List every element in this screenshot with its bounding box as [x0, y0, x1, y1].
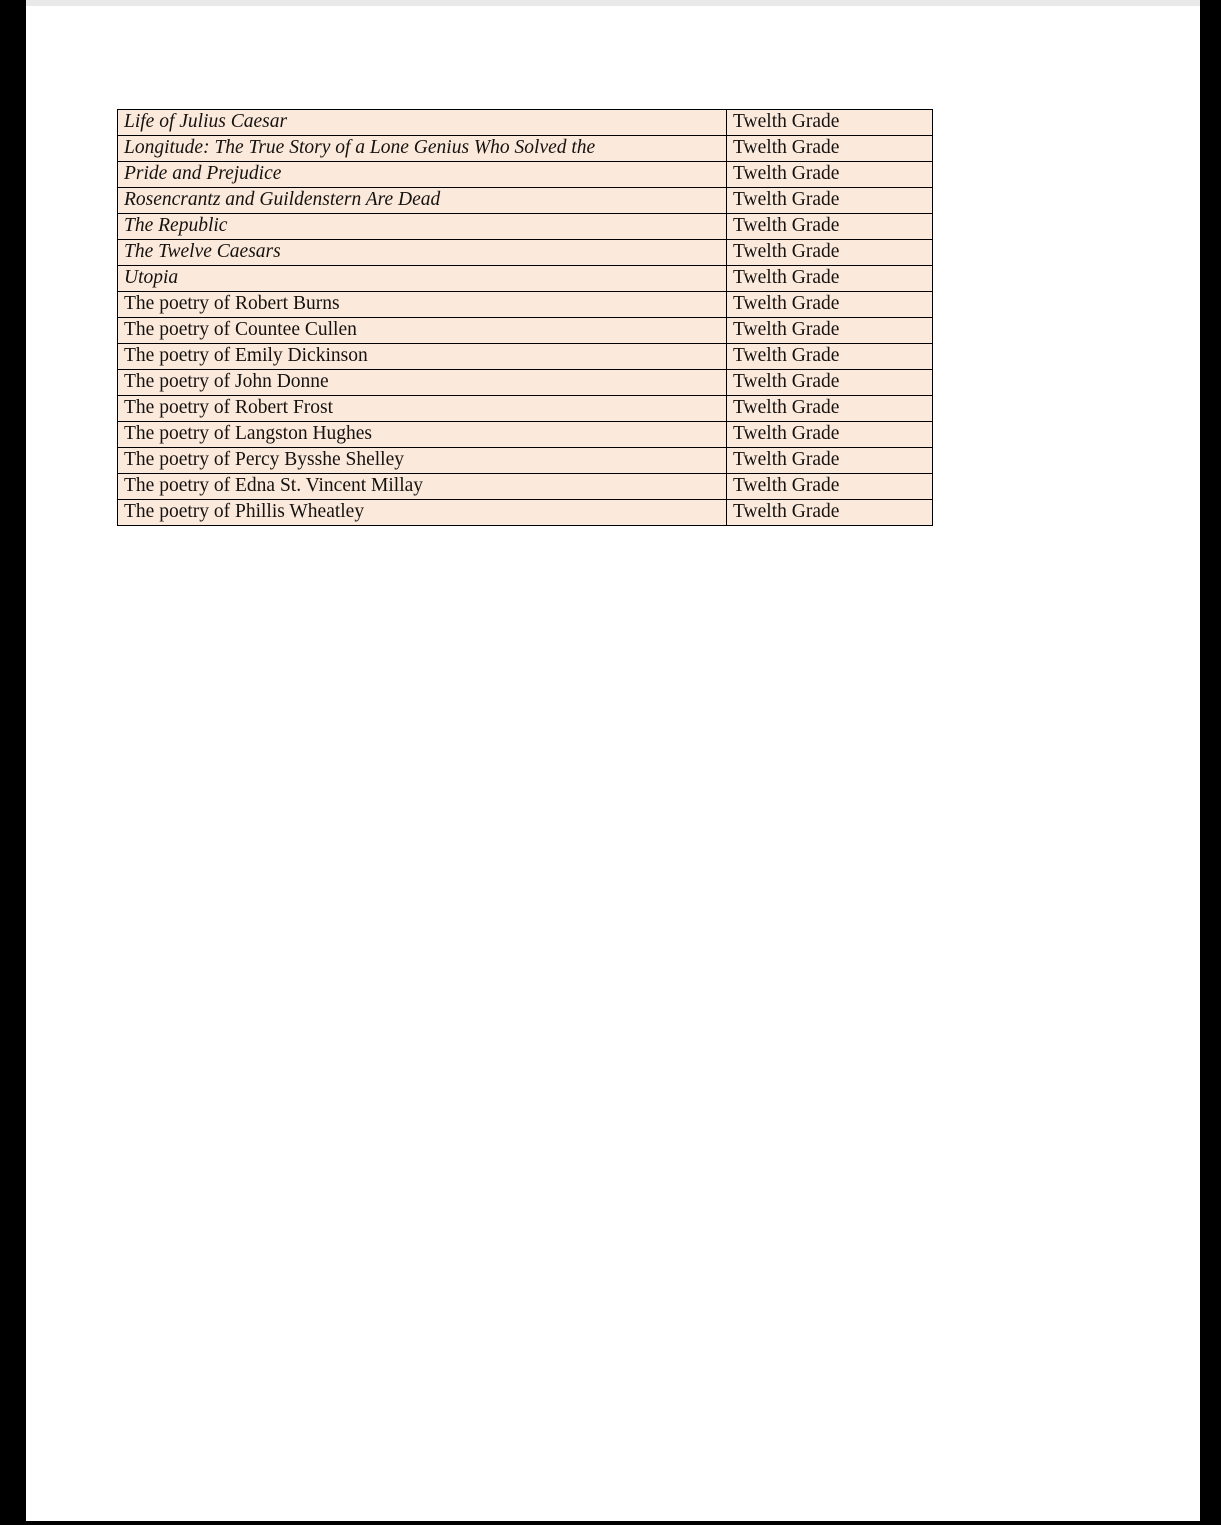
table-row	[118, 318, 933, 344]
book-title-cell: The poetry of Edna St. Vincent Millay	[118, 474, 727, 500]
grade-level-cell: Twelth Grade	[727, 318, 933, 344]
book-title-cell: The poetry of Percy Bysshe Shelley	[118, 448, 727, 474]
grade-level-cell: Twelth Grade	[727, 370, 933, 396]
book-title-cell: The poetry of Emily Dickinson	[118, 344, 727, 370]
grade-level-cell: Twelth Grade	[727, 266, 933, 292]
book-title-cell: The poetry of Robert Frost	[118, 396, 727, 422]
grade-level-cell: Twelth Grade	[727, 136, 933, 162]
grade-level-cell: Twelth Grade	[727, 240, 933, 266]
book-title-cell: The poetry of Robert Burns	[118, 292, 727, 318]
grade-level-cell: Twelth Grade	[727, 422, 933, 448]
book-title-cell: Rosencrantz and Guildenstern Are Dead	[118, 188, 727, 214]
book-title-cell: The Republic	[118, 214, 727, 240]
book-title-cell: Utopia	[118, 266, 727, 292]
table-row	[118, 214, 933, 240]
book-title-cell: Pride and Prejudice	[118, 162, 727, 188]
table-row	[118, 266, 933, 292]
table-row	[118, 344, 933, 370]
book-title-cell: Life of Julius Caesar	[118, 110, 727, 136]
grade-level-cell: Twelth Grade	[727, 162, 933, 188]
table-row	[118, 188, 933, 214]
grade-level-cell: Twelth Grade	[727, 214, 933, 240]
table-row	[118, 474, 933, 500]
table-row	[118, 162, 933, 188]
grade-level-cell: Twelth Grade	[727, 474, 933, 500]
book-title-cell: The poetry of Phillis Wheatley	[118, 500, 727, 526]
table-row	[118, 422, 933, 448]
grade-level-cell: Twelth Grade	[727, 344, 933, 370]
table-row	[118, 370, 933, 396]
reading-list-table-body	[118, 110, 933, 526]
table-row	[118, 240, 933, 266]
book-title-cell: The poetry of Countee Cullen	[118, 318, 727, 344]
book-title-cell: Longitude: The True Story of a Lone Genius Who Solved the	[118, 136, 727, 162]
table-row	[118, 292, 933, 318]
table-row	[118, 500, 933, 526]
grade-level-cell: Twelth Grade	[727, 448, 933, 474]
grade-level-cell: Twelth Grade	[727, 188, 933, 214]
book-title-cell: The poetry of Langston Hughes	[118, 422, 727, 448]
reading-list-table	[117, 109, 933, 526]
page-left-edge	[0, 0, 26, 1525]
page-right-edge	[1200, 0, 1221, 1525]
table-row	[118, 448, 933, 474]
grade-level-cell: Twelth Grade	[727, 396, 933, 422]
book-title-cell: The Twelve Caesars	[118, 240, 727, 266]
document-page	[26, 6, 1200, 1521]
book-title-cell: The poetry of John Donne	[118, 370, 727, 396]
grade-level-cell: Twelth Grade	[727, 500, 933, 526]
reading-list-table-container	[117, 109, 932, 526]
grade-level-cell: Twelth Grade	[727, 292, 933, 318]
table-row	[118, 110, 933, 136]
table-row	[118, 396, 933, 422]
grade-level-cell: Twelth Grade	[727, 110, 933, 136]
page-bottom-edge	[0, 1521, 1221, 1525]
table-row	[118, 136, 933, 162]
